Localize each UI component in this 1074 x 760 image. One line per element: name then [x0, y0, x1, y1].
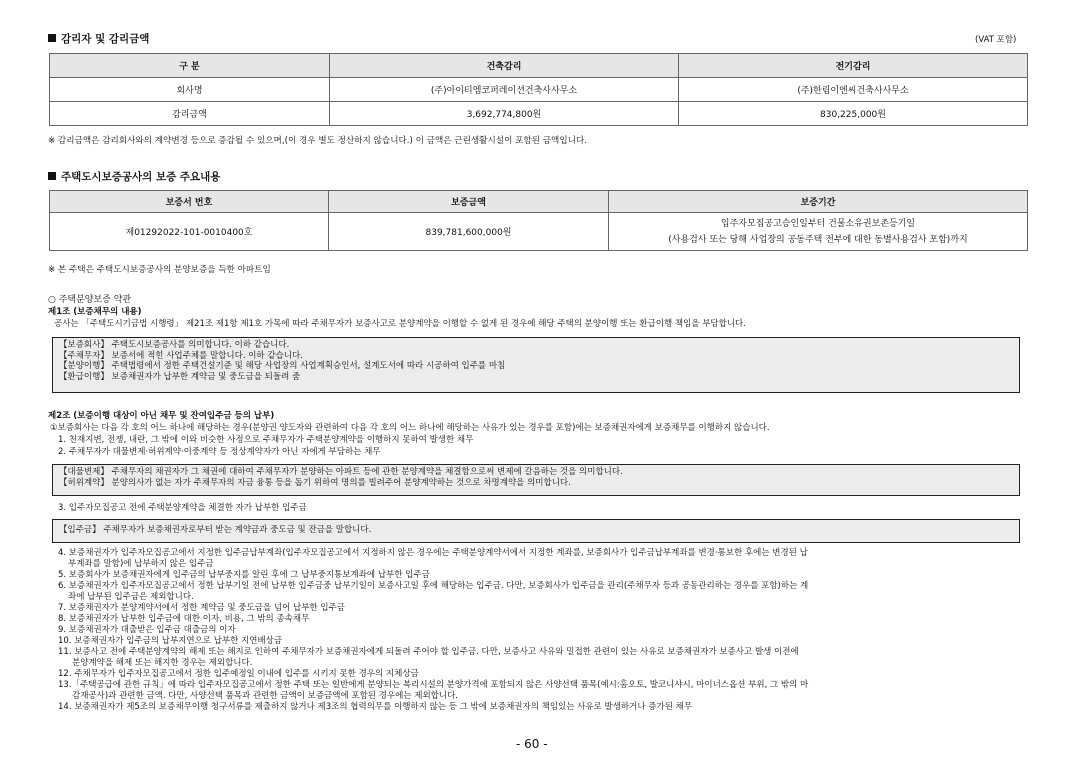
header-cert-number: 보증서 번호: [50, 191, 329, 213]
article2-title: 제2조 (보증이행 대상이 아닌 채무 및 잔여입주금 등의 납부): [48, 411, 275, 421]
list-item: 8. 보증채권자가 납부한 입주금에 대한 이자, 비용, 그 밖의 종속채무: [58, 614, 310, 624]
header-electric: 전기감리: [679, 54, 1028, 78]
section1-note: ※ 감리금액은 감리회사와의 계약변경 등으로 증감될 수 있으며,(이 경우 별도 정산하지 않습니다.) 이 금액은 근린생활시설이 포함된 금액입니다.: [48, 136, 587, 146]
section2-note: ※ 본 주택은 주택도시보증공사의 분양보증을 득한 아파트임: [48, 265, 271, 275]
definition-debtor: 【주채무자】 보증서에 적힌 사업주체를 말합니다. 이하 같습니다.: [59, 350, 303, 361]
guarantee-period: [609, 213, 1028, 251]
section2-title: [48, 169, 220, 184]
supervisor-table: [49, 53, 1028, 126]
list-item: 5. 보증회사가 보증채권자에게 입주금의 납부중지를 알린 후에 그 납부중지통보계좌에 납부한 입주금: [58, 570, 430, 580]
building-company: (주)아이티엠코퍼레이션건축사사무소: [330, 78, 679, 102]
definition-payment: 【입주금】 주채무자가 보증채권자로부터 받는 계약금과 중도금 및 잔금을 말합니다.: [59, 525, 372, 535]
vat-label: (VAT 포함): [975, 35, 1017, 45]
row-amount-label: 감리금액: [50, 102, 330, 126]
article1-title: 제1조 (보증채무의 내용): [48, 307, 142, 317]
definition-box-3: [52, 519, 1020, 543]
definition-sale-performance: 【분양이행】 주택법령에서 정한 주택건설기준 및 해당 사업장의 사업계획승인서, 설계도서에 따라 시공하여 입주를 마침: [59, 361, 506, 371]
period-line1: 입주자모집공고승인일부터 건물소유권보존등기일: [720, 218, 916, 229]
article2-items-list: [58, 548, 808, 713]
definition-guarantor: 【보증회사】 주택도시보증공사를 의미합니다. 이하 같습니다.: [59, 340, 290, 350]
electric-company: (주)한림이엔씨건축사사무소: [679, 78, 1028, 102]
header-category: 구 분: [50, 54, 330, 78]
cert-number: 제01292022-101-0010400호: [50, 213, 329, 251]
period-line2: (사용검사 또는 당해 사업장의 공동주택 전부에 대한 동별사용검사 포함)까지: [668, 234, 968, 245]
list-item: 14. 보증채권자가 제5조의 보증채무이행 청구서류를 제출하지 않거나 제3조의 협력의무를 이행하지 않는 등 그 밖에 보증채권자의 책임있는 사유로 발생하거나 증가된 채무: [58, 702, 693, 712]
definition-refund-performance: 【환급이행】 보증채권자가 납부한 계약금 및 중도금을 되돌려 줌: [59, 371, 301, 382]
article2-item1: 1. 천재지변, 전쟁, 내란, 그 밖에 이와 비슷한 사정으로 주채무자가 주택분양계약을 이행하지 못하여 발생한 채무: [58, 435, 474, 445]
header-guarantee-period: 보증기간: [609, 191, 1028, 213]
electric-amount: 830,225,000원: [679, 102, 1028, 126]
list-item: 감재공사)과 관련한 금액. 다만, 사양선택 품목과 관련한 금액이 보증금액에 포함된 경우에는 제외합니다.: [72, 691, 459, 701]
article1-body: 공사는 「주택도시기금법 시행령」 제21조 제1항 제1호 가목에 따라 주채무자가 보증사고로 분양계약을 이행할 수 없게 된 경우에 해당 주택의 분양이행 또는 환급이행 책임을 부담합니다.: [54, 319, 746, 329]
page-number: - 60 -: [516, 737, 548, 751]
guarantee-amount: 839,781,600,000원: [329, 213, 609, 251]
section1-title: [48, 31, 149, 46]
article2-item3: 3. 입주자모집공고 전에 주택분양계약을 체결한 자가 납부한 입주금: [58, 503, 307, 513]
list-item: 9. 보증채권자가 대출받은 입주금 대출금의 이자: [58, 625, 236, 635]
article2-item2: 2. 주채무자가 대물변제·허위계약·이중계약 등 정상계약자가 아닌 자에게 부담하는 채무: [58, 447, 381, 457]
list-item: 좌에 납부된 입주금은 제외합니다.: [68, 592, 194, 602]
guarantee-table: [49, 190, 1028, 251]
article2-para1: ①보증회사는 다음 각 호의 어느 하나에 해당하는 경우(분양권 양도자와 관련하여 다음 각 호의 어느 하나에 해당하는 사유가 있는 경우를 포함)에는 보증채권자에게 보증채무를 이행하지 않습니다.: [50, 423, 770, 433]
terms-heading: ○ 주택분양보증 약관: [48, 295, 132, 305]
list-item: 부계좌를 말함)에 납부하지 않은 입주금: [68, 559, 214, 569]
list-item: 11. 보증사고 전에 주택분양계약의 해제 또는 해지로 인하여 주채무자가 보증채권자에게 되돌려 주어야 할 입주금. 다만, 보증사고 사유와 밀접한 관련이 있는 사유로 보증채권자가 보증사고 발생 이전에: [58, 647, 799, 657]
definition-false-contract: 【허위계약】 분양의사가 없는 자가 주채무자의 자금 융통 등을 돕기 위하여 명의를 빌려주어 분양계약하는 것으로 차명계약을 의미합니다.: [59, 477, 571, 488]
section1-title-text: 감리자 및 감리금액: [61, 33, 150, 45]
square-bullet-icon: [48, 172, 56, 180]
list-item: 7. 보증채권자가 분양계약서에서 정한 계약금 및 중도금을 넘어 납부한 입주금: [58, 603, 345, 613]
square-bullet-icon: [48, 34, 56, 42]
list-item: 13.「주택공급에 관한 규칙」에 따라 입주자모집공고에서 정한 주택 또는 일반에게 분양되는 복리시설의 분양가격에 포함되지 않은 사양선택 품목(예시:홈오토, 발코니샤시, 마이너스옵션 부위, 그 밖의 마: [58, 680, 809, 690]
row-company-label: 회사명: [50, 78, 330, 102]
definition-box-2: [52, 464, 1020, 496]
list-item: 10. 보증채권자가 입주금의 납부지연으로 납부한 지연배상금: [58, 636, 283, 646]
header-building: 건축감리: [330, 54, 679, 78]
section2-title-text: 주택도시보증공사의 보증 주요내용: [61, 171, 221, 183]
list-item: 분양계약을 해제 또는 해지한 경우는 제외합니다.: [72, 658, 253, 668]
list-item: 4. 보증채권자가 입주자모집공고에서 지정한 입주금납부계좌(입주자모집공고에서 지정하지 않은 경우에는 주택분양계약서에서 지정한 계좌를, 보증회사가 입주금납부계좌를 변경·통보한 후에는 변경된 납: [58, 548, 808, 558]
list-item: 6. 보증채권자가 입주자모집공고에서 정한 납부기일 전에 납부한 입주금중 납부기일이 보증사고일 후에 해당하는 입주금. 다만, 보증회사가 입주금을 관리(주채무자 등과 공동관리하는 경우를 포함)하는 계: [58, 581, 809, 591]
definition-substitute-payment: 【대물변제】 주채무자의 채권자가 그 채권에 대하여 주채무자가 분양하는 아파트 등에 관한 분양계약을 체결함으로써 변제에 갈음하는 것을 의미합니다.: [59, 467, 623, 477]
list-item: 12. 주채무자가 입주자모집공고에서 정한 입주예정일 이내에 입주를 시키지 못한 경우의 지체상금: [58, 669, 419, 679]
building-amount: 3,692,774,800원: [330, 102, 679, 126]
definition-box-1: [52, 337, 1020, 393]
header-guarantee-amount: 보증금액: [329, 191, 609, 213]
